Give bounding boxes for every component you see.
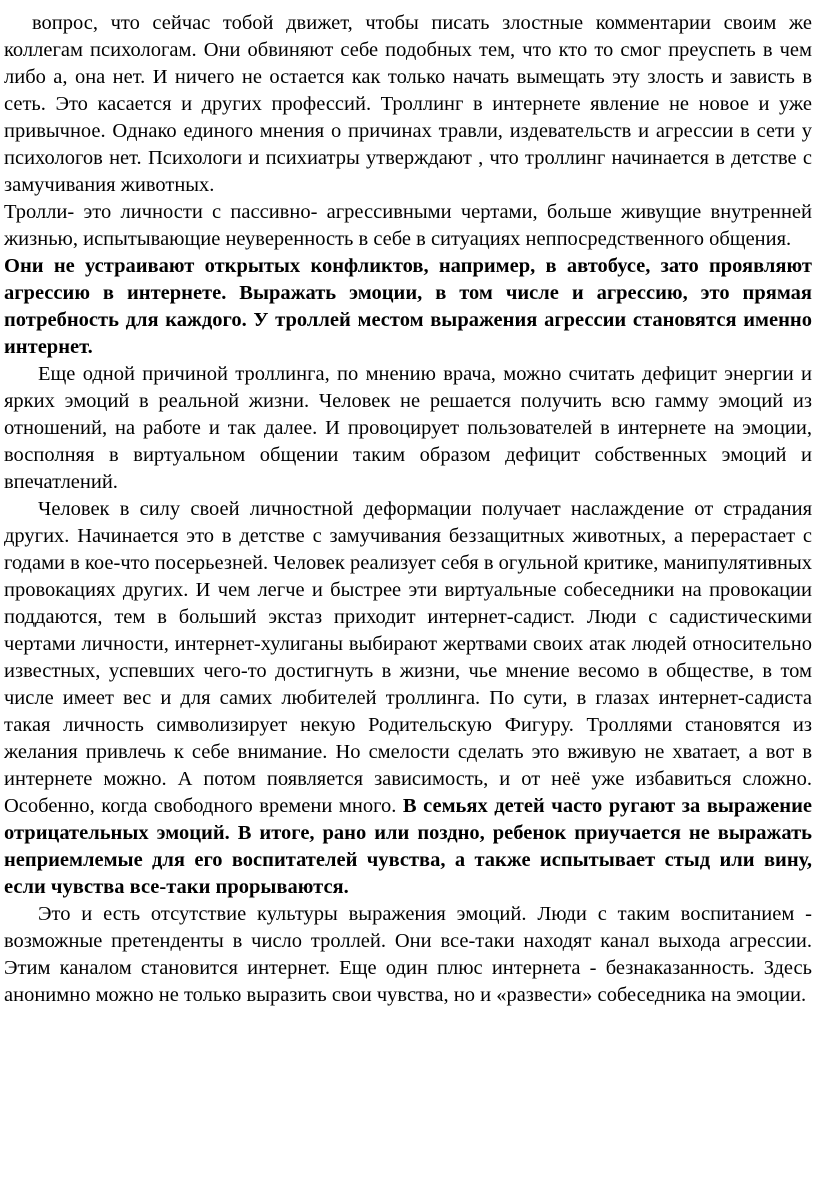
paragraph-3-bold: Они не устраивают открытых конфликтов, например, в автобусе, зато проявляют агрессию в интернете. Выражать эмоции, в том числе и агрессию, это прямая потребность для каждого. У троллей местом выражения агрессии становятся именно интернет.	[4, 255, 812, 358]
paragraph-6: Это и есть отсутствие культуры выражения эмоций. Люди с таким воспитанием - возможные претенденты в число троллей. Они все-таки находят канал выхода агрессии. Этим каналом становится интернет. Еще один плюс интернета - безнаказанность. Здесь анонимно можно не только выразить свои чувства, но и «развести» собеседника на эмоции.	[4, 903, 812, 1006]
paragraph-5-text: Человек в силу своей личностной деформации получает наслаждение от страдания других. Начинается это в детстве с замучивания беззащитных животных, а перерастает с годами в кое-что посерьезней. Человек реализует себя в огульной критике, манипулятивных провокациях других. И чем легче и быстрее эти виртуальные собеседники на провокации поддаются, тем в больший экстаз приходит интернет-садист. Люди с садистическими чертами личности, интернет-хулиганы выбирают жертвами своих атак людей относительно известных, успевших чего-то достигнуть в жизни, чье мнение весомо в обществе, в том числе имеет вес и для самих любителей троллинга. По сути, в глазах интернет-садиста такая личность символизирует некую Родительскую Фигуру. Троллями становятся из желания привлечь к себе внимание. Но смелости сделать это вживую не хватает, а вот в интернете можно. А потом появляется зависимость, и от неё уже избавиться сложно. Особенно, когда свободного времени много.	[4, 498, 812, 817]
paragraph-4: Еще одной причиной троллинга, по мнению врача, можно считать дефицит энергии и ярких эмоций в реальной жизни. Человек не решается получить всю гамму эмоций из отношений, на работе и так далее. И провоцирует пользователей в интернете на эмоции, восполняя в виртуальном общении таким образом дефицит собственных эмоций и впечатлений.	[4, 363, 812, 493]
paragraph-2: Тролли- это личности с пассивно- агрессивными чертами, больше живущие внутренней жизнью, испытывающие неуверенность в себе в ситуациях неппосредственного общения.	[4, 201, 812, 250]
paragraph-5-bold-tail: В семьях детей часто ругают за выражение отрицательных эмоций. В итоге, рано или поздно, ребенок приучается не выражать неприемлемые для его воспитателей чувства, а также испытывает стыд или вину, если чувства все-таки прорываются.	[4, 795, 812, 898]
paragraph-5	[4, 496, 812, 901]
paragraph-1: вопрос, что сейчас тобой движет, чтобы писать злостные комментарии своим же коллегам психологам. Они обвиняют себе подобных тем, что кто то смог преуспеть в чем либо а, она нет. И ничего не остается как только начать вымещать эту злость и зависть в сеть. Это касается и других профессий. Троллинг в интернете явление не новое и уже привычное. Однако единого мнения о причинах травли, издевательств и агрессии в сети у психологов нет. Психологи и психиатры утверждают , что троллинг начинается в детстве с замучивания животных.	[4, 12, 812, 196]
